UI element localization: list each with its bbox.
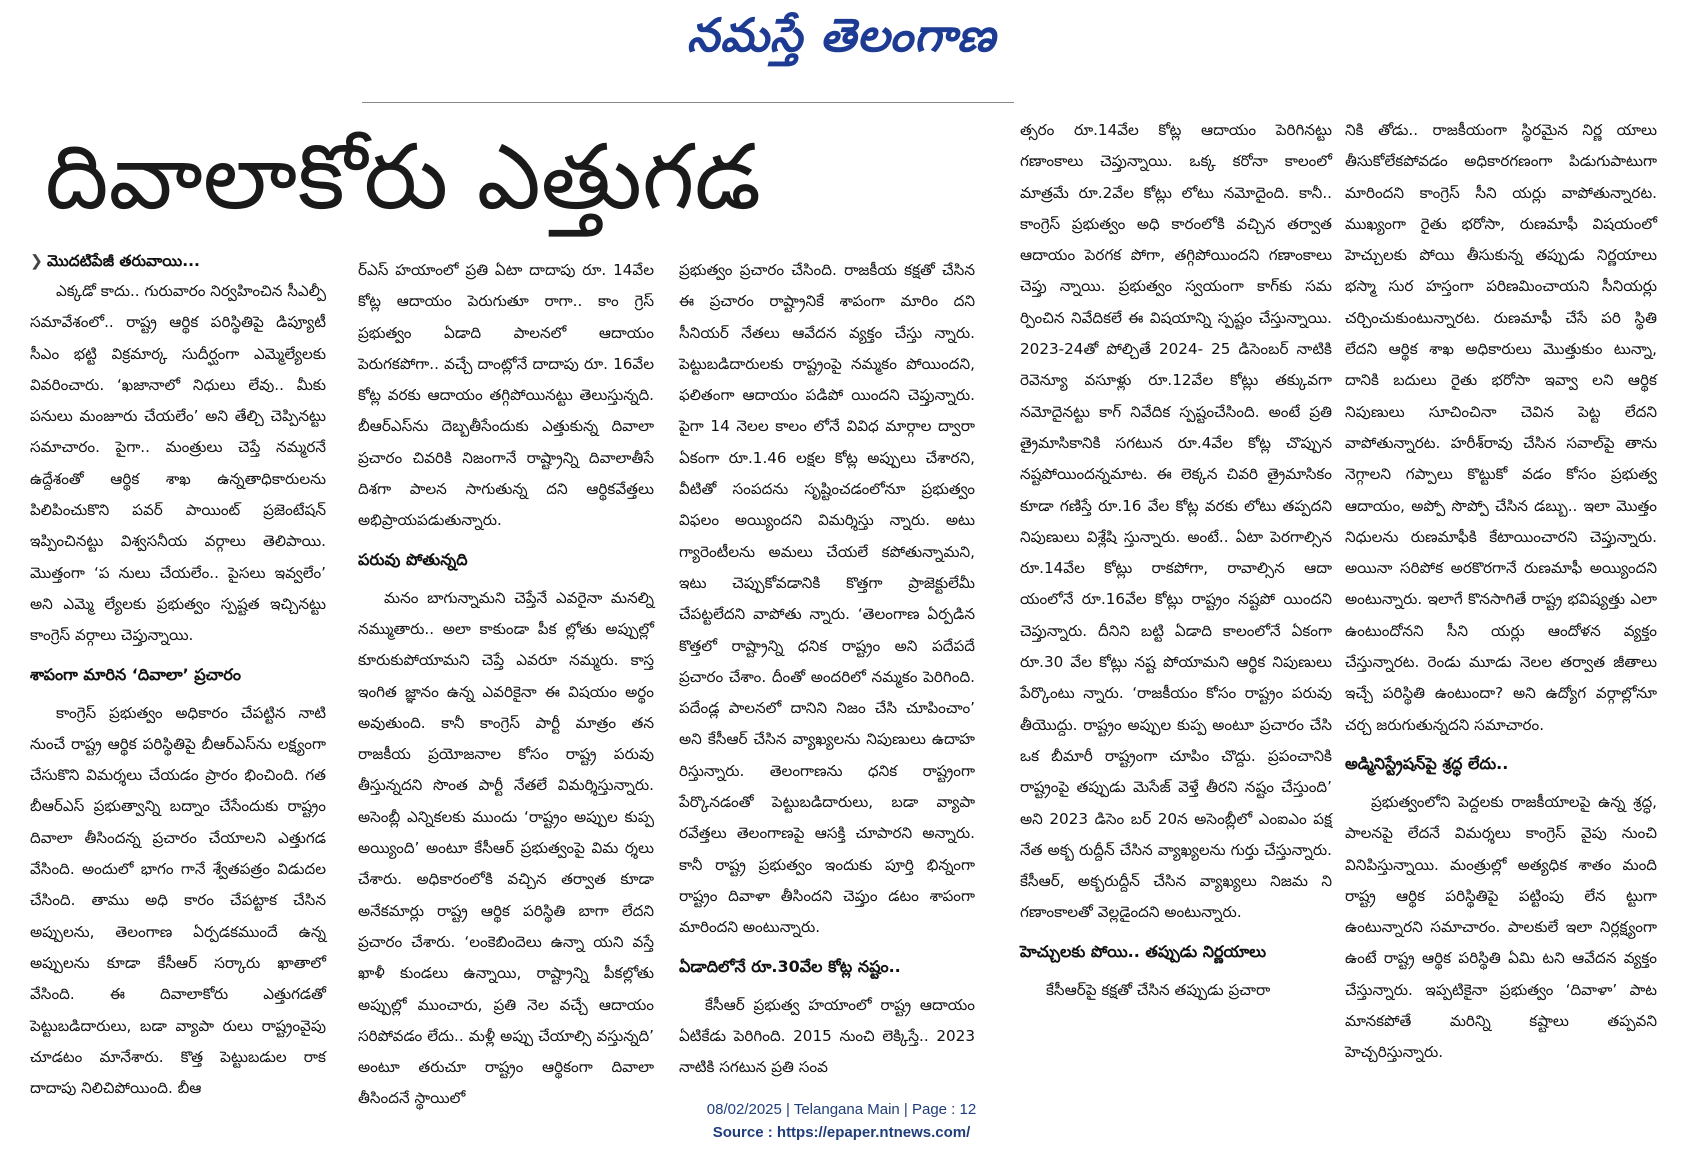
masthead	[0, 8, 1683, 74]
section-subheading: శాపంగా మారిన ‘దివాలా’ ప్రచారం	[30, 664, 241, 684]
chevron-right-icon: ❯	[30, 252, 43, 270]
article-paragraph: కేసీఆర్‌పై కక్షతో చేసిన తప్పుడు ప్రచారా	[1046, 980, 1271, 999]
article-paragraph: త్సరం రూ.14వేల కోట్ల ఆదాయం పెరిగినట్టు గణాంకాలు చెప్తున్నాయి. ఒక్క కరోనా కాలంలో మాత్రమే రూ.2వేల కోట్లు లోటు నమోదైంది. కానీ.. కాంగ్రెస్ ప్రభుత్వం అధి కారంలోకి వచ్చిన తర్వాత ఆదాయం పెరగక పోగా, తగ్గిపోయిందని గణాంకాలు చెప్తు న్నాయి. ప్రభుత్వం స్వయంగా కాగ్‌కు సమ ర్పించిన నివేదికలే ఈ విషయాన్ని స్పష్టం చేస్తున్నాయి. 2023-24తో పోల్చితే 2024- 25 డిసెంబర్ నాటికి రెవెన్యూ వసూళ్లు రూ.12వేల కోట్లు తక్కువగా నమోదైనట్టు కాగ్ నివేదిక స్పష్టంచేసింది. అంటే ప్రతి త్రైమాసికానికి సగటున రూ.4వేల కోట్ల చొప్పున నష్టపోయిందన్నమాట. ఈ లెక్కన చివరి త్రైమాసికం కూడా గణిస్తే రూ.16 వేల కోట్ల వరకు లోటు తప్పదని నిపుణులు విశ్లేషి స్తున్నారు. అంటే.. ఏటా పెరగాల్సిన రూ.14వేల కోట్లు రాకపోగా, రావాల్సిన ఆదా యంలోనే రూ.16వేల కోట్లు రాష్ట్రం నష్టపో యిందని చెప్తున్నారు. దీనిని బట్టి ఏడాది కాలంలోనే ఏకంగా రూ.30 వేల కోట్లు నష్ట పోయామని ఆర్థిక నిపుణులు పేర్కొంటు న్నారు. ‘రాజకీయం కోసం రాష్ట్రం పరువు తీయొద్దు. రాష్ట్రం అప్పుల కుప్ప అంటూ ప్రచారం చేసి ఒక బీమారీ రాష్ట్రంగా చూపిం చొద్దు. ప్రపంచానికి రాష్ట్రంపై తప్పుడు మెసేజ్ వెళ్తే తీరని నష్టం చేస్తుంది’ అని 2023 డిసెం బర్ 20న అసెంబ్లీలో ఎంఐఎం పక్ష నేత అక్బ రుద్దీన్ చేసిన వ్యాఖ్యలను గుర్తు చేస్తున్నారు. కేసీఆర్, అక్బరుద్దీన్ చేసిన వ్యాఖ్యలు నిజమ ని గణాంకాలతో వెల్లడైందని అంటున్నారు.	[1020, 121, 1332, 922]
masthead-logo: నమస్తే తెలంగాణ	[686, 8, 997, 62]
article-paragraph: నికి తోడు.. రాజకీయంగా స్థిరమైన నిర్ణ యాలు తీసుకోలేకపోవడం అధికారగణంగా పిడుగుపాటుగా మారిందని కాంగ్రెస్ సీని యర్లు వాపోతున్నారట. ముఖ్యంగా రైతు భరోసా, రుణమాఫీ విషయంలో హెచ్చులకు పోయి తీసుకున్న తప్పుడు నిర్ణయాలు భస్మా సుర హస్తంగా పరిణమించాయని సీనియర్లు చర్చించుకుంటున్నారట. రుణమాఫీ చేసే పరి స్థితి లేదని ఆర్థిక శాఖ అధికారులు మొత్తుకుం టున్నా, దానికి బదులు రైతు భరోసా ఇవ్వా లని ఆర్థిక నిపుణులు సూచించినా చెవిన పెట్ట లేదని వాపోతున్నారట. హరీశ్‌రావు చేసిన సవాల్‌పై తాను నెగ్గాలని గప్పాలు కొట్టుకో వడం కోసం ప్రభుత్వ ఆదాయం, అప్పో సొప్పో చేసిన డబ్బు.. ఇలా మొత్తం నిధులను రుణమాఫీకి కేటాయించారని చెప్తున్నారు. అయినా సరిపోక అరకొరగానే రుణమాఫీ అయ్యిందని అంటున్నారు. ఇలాగే కొనసాగితే రాష్ట్ర భవిష్యత్తు ఎలా ఉంటుందోనని సీని యర్లు ఆందోళన వ్యక్తం చేస్తున్నారట. రెండు మూడు నెలల తర్వాత జీతాలు ఇచ్చే పరిస్థితి ఉంటుందా? అని ఉద్యోగ వర్గాల్లోనూ చర్చ జరుగుతున్నదని సమాచారం.	[1345, 121, 1657, 734]
article-column-5	[1345, 115, 1657, 1085]
article-column-4	[1020, 115, 1332, 1085]
headline: దివాలాకోరు ఎత్తుగడ	[45, 125, 762, 230]
continued-from-front-page	[30, 246, 326, 276]
section-subheading: హెచ్చులకు పోయి.. తప్పుడు నిర్ణయాలు	[1020, 941, 1267, 961]
article-paragraph: ప్రభుత్వం ప్రచారం చేసింది. రాజకీయ కక్షతో చేసిన ఈ ప్రచారం రాష్ట్రానికే శాపంగా మారిం దని సీనియర్ నేతలు ఆవేదన వ్యక్తం చేస్తు న్నారు. పెట్టుబడిదారులకు రాష్ట్రంపై నమ్మకం పోయిందని, ఫలితంగా ఆదాయం పడిపో యిందని చెప్తున్నారు. పైగా 14 నెలల కాలం లోనే వివిధ మార్గాల ద్వారా ఏకంగా రూ.1.46 లక్షల కోట్ల అప్పులు చేశారని, వీటితో సంపదను సృష్టించడంలోనూ ప్రభుత్వం విఫలం అయ్యిందని విమర్శిస్తు న్నారు. అటు గ్యారెంటీలను అమలు చేయలే కపోతున్నామని, ఇటు చెప్పుకోవడానికి కొత్తగా ప్రాజెక్టులేమీ చేపట్టలేదని వాపోతు న్నారు. ‘తెలంగాణ ఏర్పడిన కొత్తలో రాష్ట్రాన్ని ధనిక రాష్ట్రం అని పదేపదే ప్రచారం చేశాం. దీంతో అందరిలో నమ్మకం పెరిగింది. పదేండ్ల పాలనలో దానిని నిజం చేసి చూపించాం’ అని కేసీఆర్ చేసిన వ్యాఖ్యలను నిపుణులు ఉదాహ రిస్తున్నారు. తెలంగాణను ధనిక రాష్ట్రంగా పేర్కొనడంతో పెట్టుబడిదారులు, బడా వ్యాపా రవేత్తలు తెలంగాణపై ఆసక్తి చూపారని అన్నారు. కానీ రాష్ట్ర ప్రభుత్వం ఇందుకు పూర్తి భిన్నంగా రాష్ట్రం దివాళా తీసిందని చెప్తుం డటం శాపంగా మారిందని అంటున్నారు.	[679, 261, 975, 937]
article-column-1	[30, 246, 326, 1098]
masthead-divider	[362, 102, 1014, 103]
section-subheading: ఏడాదిలోనే రూ.30వేల కోట్ల నష్టం..	[679, 956, 901, 976]
article-paragraph: ఎక్కడో కాదు.. గురువారం నిర్వహించిన సీఎల్పీ సమావేశంలో.. రాష్ట్ర ఆర్థిక పరిస్థితిపై డిప్యూటీ సీఎం భట్టి విక్రమార్క సుదీర్ఘంగా ఎమ్మెల్యేలకు వివరించారు. ‘ఖజానాలో నిధులు లేవు.. మీకు పనులు మంజూరు చేయలేం’ అని తేల్చి చెప్పినట్టు సమాచారం. పైగా.. మంత్రులు చెప్తే నమ్మరనే ఉద్దేశంతో ఆర్థిక శాఖ ఉన్నతాధికారులను పిలిపించుకొని పవర్ పాయింట్ ప్రజెంటేషన్ ఇప్పించినట్టు విశ్వసనీయ వర్గాలు తెలిపాయి. మొత్తంగా ‘ప నులు చేయలేం.. పైసలు ఇవ్వలేం’ అని ఎమ్మె ల్యేలకు ప్రభుత్వం స్పష్టత ఇచ్చినట్టు కాంగ్రెస్ వర్గాలు చెప్తున్నాయి.	[30, 282, 326, 645]
footer-source-link[interactable]: Source : https://epaper.ntnews.com/	[712, 1124, 971, 1141]
article-paragraph: కేసీఆర్ ప్రభుత్వ హయాంలో రాష్ట్ర ఆదాయం ఏటికేడు పెరిగింది. 2015 నుంచి లెక్కిస్తే.. 2023 నాటికి సగటున ప్రతి సంవ	[679, 995, 975, 1077]
article-paragraph: ర్ఎస్ హయాంలో ప్రతి ఏటా దాదాపు రూ. 14వేల కోట్ల ఆదాయం పెరుగుతూ రాగా.. కాం గ్రెస్ ప్రభుత్వం ఏడాది పాలనలో ఆదాయం పెరుగకపోగా.. వచ్చే దాంట్లోనే దాదాపు రూ. 16వేల కోట్ల వరకు ఆదాయం తగ్గిపోయినట్టు తెలుస్తున్నది. బీఆర్ఎస్‌ను దెబ్బతీసేందుకు ఎత్తుకున్న దివాలా ప్రచారం చివరికి నిజంగానే రాష్ట్రాన్ని దివాలాతీసే దిశగా పాలన సాగుతున్న దని ఆర్థికవేత్తలు అభిప్రాయపడుతున్నారు.	[358, 261, 654, 530]
article-paragraph: కాంగ్రెస్ ప్రభుత్వం అధికారం చేపట్టిన నాటి నుంచే రాష్ట్ర ఆర్థిక పరిస్థితిపై బీఆర్ఎస్‌ను లక్ష్యంగా చేసుకొని విమర్శలు చేయడం ప్రారం భించింది. గత బీఆర్ఎస్ ప్రభుత్వాన్ని బద్నాం చేసేందుకు రాష్ట్రం దివాలా తీసిందన్న ప్రచారం చేయాలని ఎత్తుగడ వేసింది. అందులో భాగం గానే శ్వేతపత్రం విడుదల చేసింది. తాము అధి కారం చేపట్టాక చేసిన అప్పులను, తెలంగాణ ఏర్పడకముందే ఉన్న అప్పులను కూడా కేసీఆర్ సర్కారు ఖాతాలో వేసింది. ఈ దివాలాకోరు ఎత్తుగడతో పెట్టుబడిదారులు, బడా వ్యాపా రులు రాష్ట్రంవైపు చూడటం మానేశారు. కొత్త పెట్టుబడుల రాక దాదాపు నిలిచిపోయింది. బీఆ	[30, 703, 326, 1098]
article-paragraph: మనం బాగున్నామని చెప్తేనే ఎవరైనా మనల్ని నమ్ముతారు.. అలా కాకుండా పీక ల్లోతు అప్పుల్లో కూరుకుపోయామని చెప్తే ఎవరూ నమ్మరు. కాస్త ఇంగిత జ్ఞానం ఉన్న ఎవరికైనా ఈ విషయం అర్థం అవుతుంది. కానీ కాంగ్రెస్ పార్టీ మాత్రం తన రాజకీయ ప్రయోజనాల కోసం రాష్ట్ర పరువు తీస్తున్నదని సొంత పార్టీ నేతలే విమర్శిస్తున్నారు. అసెంబ్లీ ఎన్నికలకు ముందు ‘రాష్ట్రం అప్పుల కుప్ప అయ్యింది’ అంటూ కేసీఆర్ ప్రభుత్వంపై విమ ర్శలు చేశారు. అధికారంలోకి వచ్చిన తర్వాత కూడా అనేకమార్లు రాష్ట్ర ఆర్థిక పరిస్థితి బాగా లేదని ప్రచారం చేశారు. ‘లంకెబిందెలు ఉన్నా యని వస్తే ఖాళీ కుండలు ఉన్నాయి, రాష్ట్రాన్ని పీకల్లోతు అప్పుల్లో ముంచారు, ప్రతి నెల వచ్చే ఆదాయం సరిపోవడం లేదు.. మళ్లీ అప్పు చేయాల్సి వస్తున్నది’ అంటూ తరుచూ రాష్ట్రం ఆర్థికంగా దివాలా తీసిందనే స్థాయిలో	[358, 588, 654, 1108]
section-subheading: పరువు పోతున్నది	[358, 549, 468, 569]
kicker-text: మొదటిపేజీ తరువాయి...	[47, 252, 200, 270]
article-column-3	[679, 255, 975, 1085]
footer-date-edition: 08/02/2025 | Telangana Main | Page : 12	[706, 1101, 977, 1118]
article-column-2	[358, 255, 654, 1108]
section-subheading: అడ్మినిస్ట్రేషన్‌పై శ్రద్ధ లేదు..	[1345, 753, 1509, 773]
article-paragraph: ప్రభుత్వంలోని పెద్దలకు రాజకీయాలపై ఉన్న శ్రద్ధ, పాలనపై లేదనే విమర్శలు కాంగ్రెస్ వైపు నుంచి వినిపిస్తున్నాయి. మంత్రుల్లో అత్యధిక శాతం మంది రాష్ట్ర ఆర్థిక పరిస్థితిపై పట్టింపు లేన ట్టుగా ఉంటున్నారని సమాచారం. పాలకులే ఇలా నిర్లక్ష్యంగా ఉంటే రాష్ట్ర ఆర్థిక పరిస్థితి ఏమి టని ఆవేదన వ్యక్తం చేస్తున్నారు. ఇప్పటికైనా ప్రభుత్వం ‘దివాళా’ పాట మానకపోతే మరిన్ని కష్టాలు తప్పవని హెచ్చరిస్తున్నారు.	[1345, 792, 1657, 1062]
